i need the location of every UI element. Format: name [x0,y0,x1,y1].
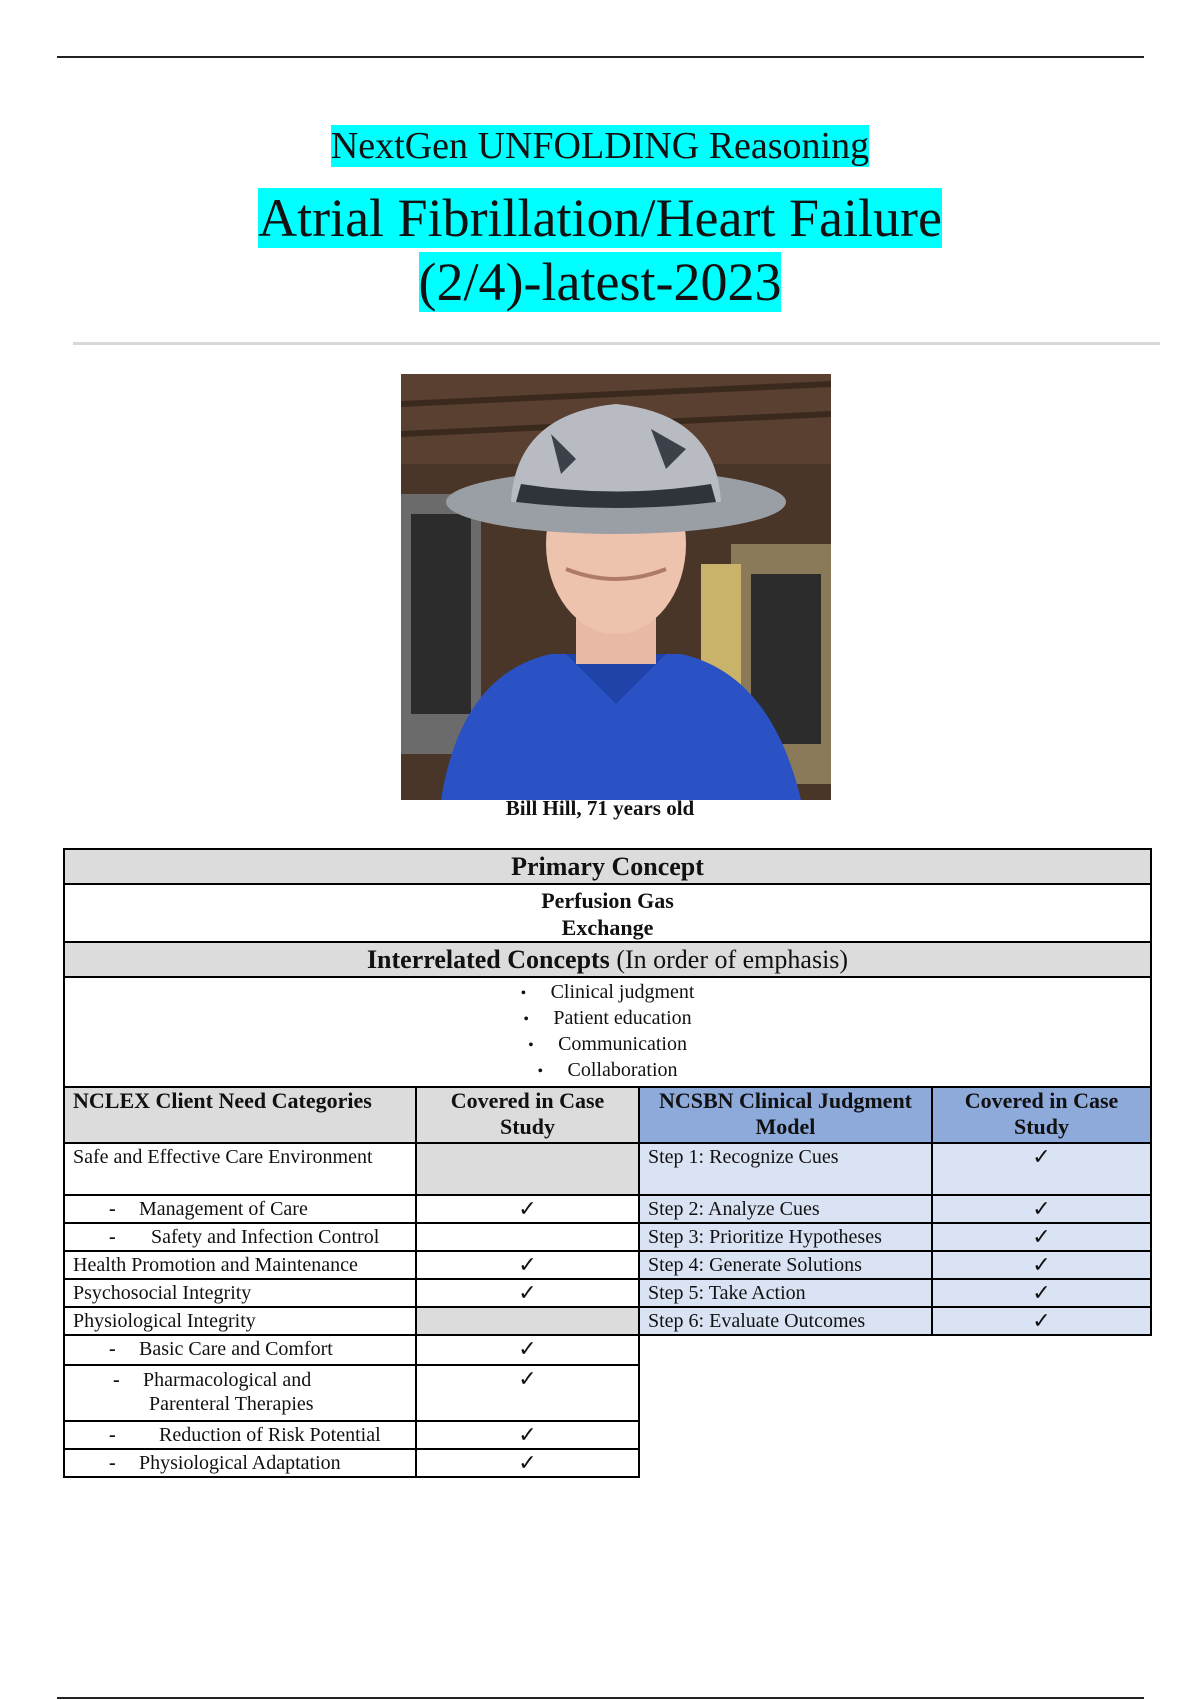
check-mark: ✓ [932,1279,1151,1307]
table-row: Health Promotion and Maintenance ✓ Step 4: Generate Solutions ✓ [64,1251,1151,1279]
document-subtitle: NextGen UNFOLDING Reasoning [330,125,870,167]
list-item: • Collaboration [537,1059,678,1081]
check-mark: ✓ [932,1307,1151,1335]
check-mark: ✓ [416,1279,639,1307]
check-mark: ✓ [416,1195,639,1223]
interrelated-concepts-heading: Interrelated Concepts (In order of emphasis) [64,942,1151,977]
check-mark: ✓ [932,1251,1151,1279]
primary-concept-heading: Primary Concept [64,849,1151,884]
table-row: - Safety and Infection Control Step 3: Prioritize Hypotheses ✓ [64,1223,1151,1251]
ncsbn-header: NCSBN Clinical Judgment Model [639,1087,932,1143]
check-mark: ✓ [416,1421,639,1449]
check-mark: ✓ [416,1365,639,1421]
table-row: - Pharmacological and Parenteral Therapies ✓ [64,1365,1151,1421]
bottom-rule [57,1697,1144,1699]
list-item: • Patient education [523,1007,692,1029]
check-mark: ✓ [416,1335,639,1365]
patient-photo [401,374,831,800]
check-mark: ✓ [932,1143,1151,1195]
covered-left-header: Covered in Case Study [416,1087,639,1143]
check-mark: ✓ [416,1449,639,1477]
title-divider [73,342,1160,345]
table-row: Physiological Integrity Step 6: Evaluate Outcomes ✓ [64,1307,1151,1335]
table-row: Safe and Effective Care Environment Step 1: Recognize Cues ✓ [64,1143,1151,1195]
table-row: Psychosocial Integrity ✓ Step 5: Take Action ✓ [64,1279,1151,1307]
list-item: • Clinical judgment [520,981,695,1003]
check-mark: ✓ [416,1251,639,1279]
check-mark: ✓ [932,1195,1151,1223]
table-row: - Management of Care ✓ Step 2: Analyze Cues ✓ [64,1195,1151,1223]
document-title-line1: Atrial Fibrillation/Heart Failure [258,188,942,248]
document-title-line2: (2/4)-latest-2023 [418,252,782,312]
photo-caption: Bill Hill, 71 years old [505,796,695,820]
table-row: - Reduction of Risk Potential ✓ [64,1421,1151,1449]
interrelated-concepts-list [64,977,1151,1087]
covered-right-header: Covered in Case Study [932,1087,1151,1143]
concept-table [63,848,1152,1478]
primary-concept-value: Perfusion Gas Exchange [64,884,1151,942]
check-mark: ✓ [932,1223,1151,1251]
list-item: • Communication [528,1033,687,1055]
table-row: - Basic Care and Comfort ✓ [64,1335,1151,1365]
table-row: - Physiological Adaptation ✓ [64,1449,1151,1477]
nclex-header: NCLEX Client Need Categories [64,1087,416,1143]
top-rule [57,56,1144,58]
